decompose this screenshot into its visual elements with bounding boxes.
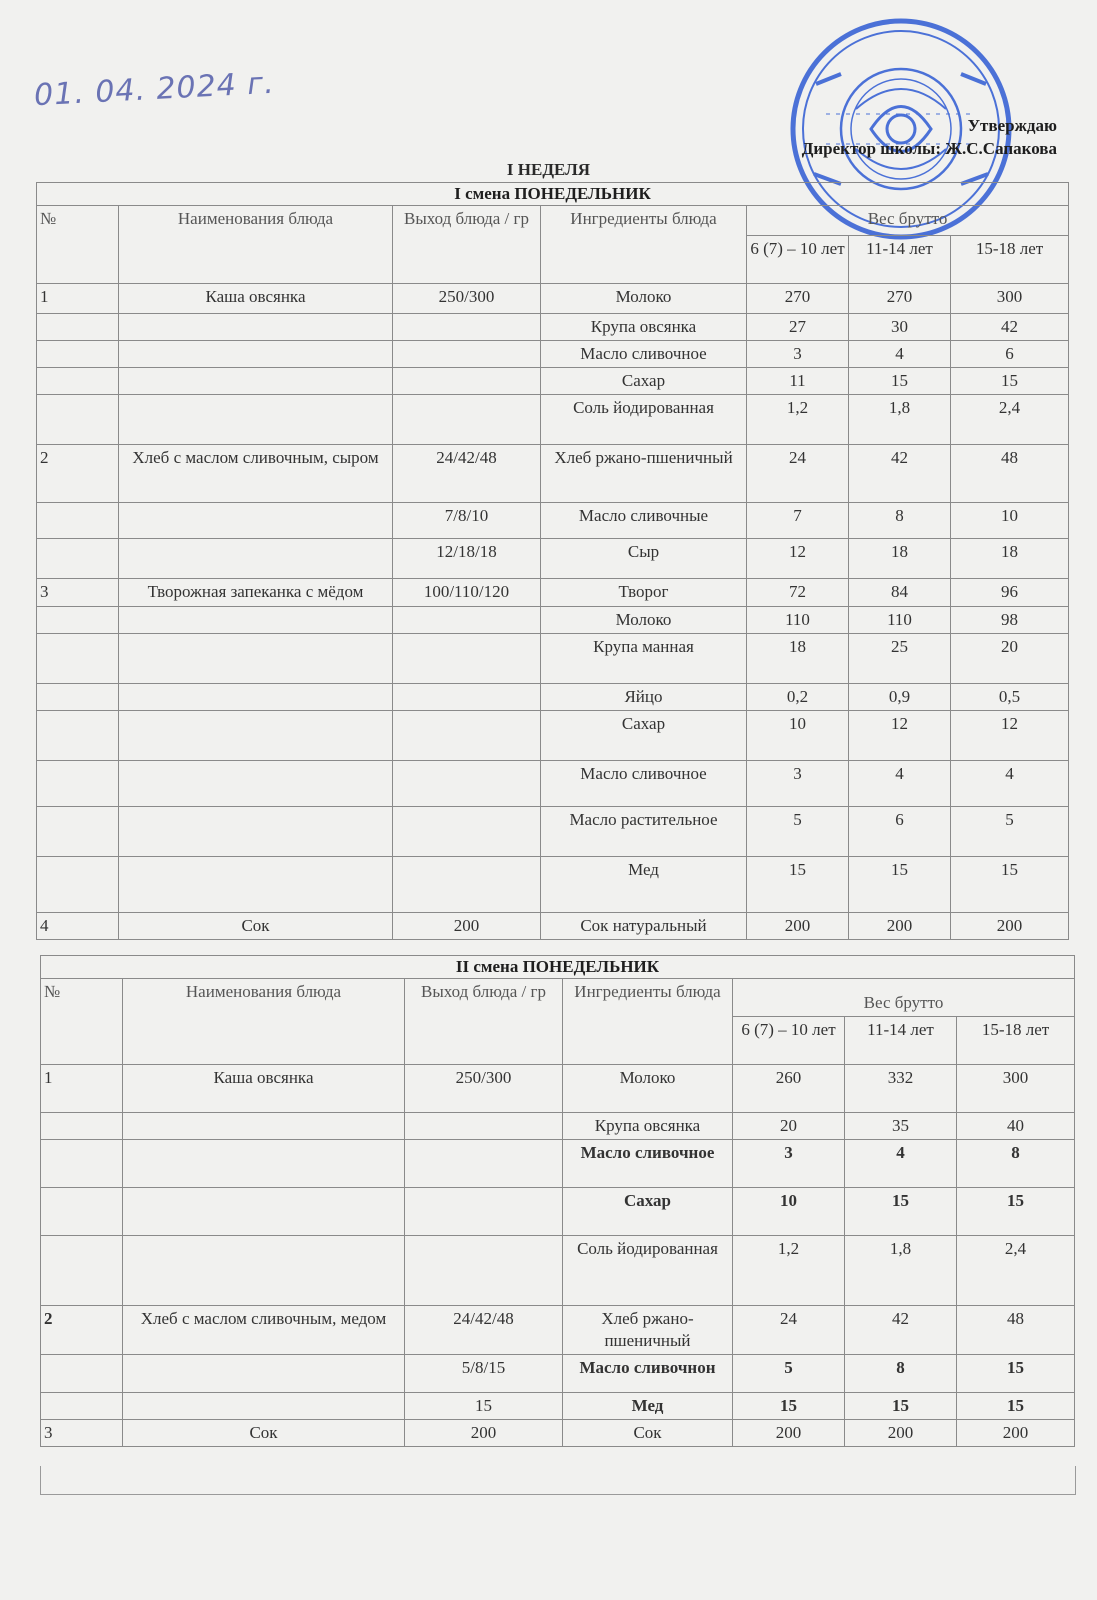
weight-age-2-cell: 84 [849,579,951,607]
ingredient-cell: Сахар [541,711,747,761]
dish-name-cell: Сок [119,913,393,940]
row-num-cell [41,1188,123,1236]
dish-yield-cell: 200 [393,913,541,940]
ingredient-cell: Мед [563,1393,733,1420]
dish-yield-cell: 100/110/120 [393,579,541,607]
dish-name-cell [119,711,393,761]
weight-age-3-cell: 42 [951,314,1069,341]
weight-age-1-cell: 18 [747,634,849,684]
weight-age-2-cell: 4 [845,1140,957,1188]
dish-name-cell: Каша овсянка [119,284,393,314]
dish-yield-cell [393,395,541,445]
ingredient-cell: Сыр [541,539,747,579]
table-row [37,395,1069,445]
approval-signatory: Директор школы: Ж.С.Сапакова [801,139,1057,158]
header-ingredients: Ингредиенты блюда [541,206,747,284]
row-num-cell [37,395,119,445]
ingredient-cell: Сок натуральный [541,913,747,940]
weight-age-3-cell: 15 [951,857,1069,913]
table-row [37,857,1069,913]
dish-yield-cell [393,634,541,684]
header-weight: Вес брутто [747,206,1069,236]
weight-age-1-cell: 0,2 [747,684,849,711]
weight-age-1-cell: 3 [747,341,849,368]
weight-age-2-cell: 1,8 [849,395,951,445]
dish-yield-cell: 15 [405,1393,563,1420]
header-age-3: 15-18 лет [957,1017,1075,1065]
dish-name-cell [123,1393,405,1420]
weight-age-1-cell: 3 [733,1140,845,1188]
dish-yield-cell [393,761,541,807]
ingredient-cell: Масло сливочное [541,761,747,807]
weight-age-1-cell: 72 [747,579,849,607]
weight-age-3-cell: 96 [951,579,1069,607]
ingredient-cell: Сок [563,1420,733,1447]
weight-age-3-cell: 18 [951,539,1069,579]
dish-name-cell: Сок [123,1420,405,1447]
weight-age-3-cell: 15 [957,1355,1075,1393]
ingredient-cell: Сахар [541,368,747,395]
weight-age-3-cell: 48 [951,445,1069,503]
dish-yield-cell [405,1236,563,1306]
ingredient-cell: Хлеб ржано-пшеничный [563,1306,733,1355]
dish-name-cell [119,341,393,368]
weight-age-2-cell: 42 [845,1306,957,1355]
table-row [37,634,1069,684]
weight-age-3-cell: 15 [957,1393,1075,1420]
table-row [37,314,1069,341]
dish-yield-cell: 24/42/48 [393,445,541,503]
table-row [37,284,1069,314]
header-dish: Наименования блюда [119,206,393,284]
weight-age-1-cell: 5 [733,1355,845,1393]
weight-age-2-cell: 12 [849,711,951,761]
ingredient-cell: Крупа овсянка [563,1113,733,1140]
row-num-cell: 1 [41,1065,123,1113]
weight-age-3-cell: 200 [957,1420,1075,1447]
row-num-cell [37,368,119,395]
shift-title: II смена ПОНЕДЕЛЬНИК [41,956,1075,979]
row-num-cell [37,761,119,807]
dish-name-cell [119,503,393,539]
table-row [37,445,1069,503]
weight-age-2-cell: 200 [849,913,951,940]
weight-age-1-cell: 270 [747,284,849,314]
row-num-cell: 2 [37,445,119,503]
weight-age-2-cell: 25 [849,634,951,684]
dish-yield-cell [405,1188,563,1236]
table-row [37,341,1069,368]
dish-name-cell [123,1236,405,1306]
weight-age-1-cell: 260 [733,1065,845,1113]
weight-age-3-cell: 12 [951,711,1069,761]
table-row [37,711,1069,761]
row-num-cell [37,539,119,579]
weight-age-2-cell: 200 [845,1420,957,1447]
weight-age-2-cell: 270 [849,284,951,314]
weight-age-3-cell: 2,4 [951,395,1069,445]
table-bottom-border [40,1466,1076,1495]
weight-age-2-cell: 15 [849,857,951,913]
weight-age-1-cell: 200 [733,1420,845,1447]
weight-age-3-cell: 5 [951,807,1069,857]
weight-age-2-cell: 15 [845,1188,957,1236]
ingredient-cell: Масло сливочные [541,503,747,539]
ingredient-cell: Хлеб ржано-пшеничный [541,445,747,503]
ingredient-cell: Соль йодированная [563,1236,733,1306]
table-row [37,503,1069,539]
table-row [41,1140,1075,1188]
row-num-cell [37,607,119,634]
dish-yield-cell: 7/8/10 [393,503,541,539]
approval-title: Утверждаю [967,116,1057,135]
weight-age-3-cell: 15 [957,1188,1075,1236]
ingredient-cell: Мед [541,857,747,913]
weight-age-2-cell: 0,9 [849,684,951,711]
ingredient-cell: Творог [541,579,747,607]
weight-age-1-cell: 12 [747,539,849,579]
weight-age-2-cell: 35 [845,1113,957,1140]
weight-age-3-cell: 98 [951,607,1069,634]
dish-name-cell [119,684,393,711]
menu-table-body [37,284,1069,940]
menu-table-shift-2 [40,955,1075,1447]
weight-age-2-cell: 8 [849,503,951,539]
weight-age-1-cell: 200 [747,913,849,940]
dish-name-cell [119,857,393,913]
weight-age-3-cell: 8 [957,1140,1075,1188]
weight-age-3-cell: 200 [951,913,1069,940]
weight-age-3-cell: 40 [957,1113,1075,1140]
ingredient-cell: Сахар [563,1188,733,1236]
table-row [37,807,1069,857]
dish-yield-cell [393,607,541,634]
dish-name-cell [123,1188,405,1236]
row-num-cell [37,684,119,711]
dish-yield-cell [393,314,541,341]
dish-name-cell [119,607,393,634]
dish-name-cell [119,539,393,579]
weight-age-3-cell: 2,4 [957,1236,1075,1306]
approval-block [802,114,1057,160]
ingredient-cell: Масло сливочнон [563,1355,733,1393]
weight-age-1-cell: 20 [733,1113,845,1140]
header-age-2: 11-14 лет [849,236,951,284]
weight-age-2-cell: 6 [849,807,951,857]
dish-name-cell [123,1355,405,1393]
row-num-cell: 4 [37,913,119,940]
header-ingredients: Ингредиенты блюда [563,979,733,1065]
weight-age-3-cell: 20 [951,634,1069,684]
row-num-cell [37,634,119,684]
ingredient-cell: Молоко [563,1065,733,1113]
row-num-cell: 1 [37,284,119,314]
weight-age-2-cell: 18 [849,539,951,579]
table-row [37,761,1069,807]
dish-yield-cell: 24/42/48 [405,1306,563,1355]
header-age-2: 11-14 лет [845,1017,957,1065]
dish-yield-cell [405,1140,563,1188]
weight-age-3-cell: 0,5 [951,684,1069,711]
weight-age-3-cell: 15 [951,368,1069,395]
table-row [41,1113,1075,1140]
table-row [37,368,1069,395]
weight-age-1-cell: 10 [747,711,849,761]
table-row [37,684,1069,711]
dish-yield-cell [393,368,541,395]
table-row [37,607,1069,634]
weight-age-2-cell: 1,8 [845,1236,957,1306]
row-num-cell [41,1355,123,1393]
weight-age-3-cell: 6 [951,341,1069,368]
dish-name-cell: Хлеб с маслом сливочным, сыром [119,445,393,503]
dish-yield-cell: 5/8/15 [405,1355,563,1393]
weight-age-2-cell: 42 [849,445,951,503]
table-row [37,539,1069,579]
table-row [37,579,1069,607]
shift-title: I смена ПОНЕДЕЛЬНИК [37,183,1069,206]
header-num: № [37,206,119,284]
dish-name-cell [123,1140,405,1188]
weight-age-1-cell: 24 [733,1306,845,1355]
dish-name-cell [119,368,393,395]
dish-name-cell: Хлеб с маслом сливочным, медом [123,1306,405,1355]
week-title: I НЕДЕЛЯ [506,160,591,179]
weight-age-3-cell: 4 [951,761,1069,807]
row-num-cell: 2 [41,1306,123,1355]
weight-age-2-cell: 15 [845,1393,957,1420]
dish-yield-cell [393,684,541,711]
header-num: № [41,979,123,1065]
dish-name-cell: Творожная запеканка с мёдом [119,579,393,607]
table-row [41,1236,1075,1306]
weight-age-1-cell: 110 [747,607,849,634]
weight-age-2-cell: 30 [849,314,951,341]
row-num-cell [37,711,119,761]
row-num-cell: 3 [41,1420,123,1447]
ingredient-cell: Масло растительное [541,807,747,857]
weight-age-1-cell: 15 [747,857,849,913]
header-dish: Наименования блюда [123,979,405,1065]
row-num-cell [37,857,119,913]
header-age-3: 15-18 лет [951,236,1069,284]
menu-table-body [41,1065,1075,1447]
dish-yield-cell [393,711,541,761]
weight-age-1-cell: 7 [747,503,849,539]
weight-age-2-cell: 4 [849,761,951,807]
header-age-1: 6 (7) – 10 лет [747,236,849,284]
weight-age-1-cell: 1,2 [733,1236,845,1306]
row-num-cell [37,807,119,857]
row-num-cell [37,341,119,368]
ingredient-cell: Масло сливочное [563,1140,733,1188]
weight-age-3-cell: 300 [951,284,1069,314]
table-row [41,1065,1075,1113]
table-row [41,1306,1075,1355]
dish-name-cell [119,634,393,684]
dish-yield-cell [405,1113,563,1140]
row-num-cell: 3 [37,579,119,607]
dish-yield-cell: 250/300 [405,1065,563,1113]
row-num-cell [41,1140,123,1188]
ingredient-cell: Масло сливочное [541,341,747,368]
row-num-cell [41,1393,123,1420]
dish-name-cell [119,314,393,341]
ingredient-cell: Яйцо [541,684,747,711]
weight-age-1-cell: 11 [747,368,849,395]
dish-yield-cell [393,857,541,913]
weight-age-1-cell: 15 [733,1393,845,1420]
weight-age-3-cell: 10 [951,503,1069,539]
header-weight: Вес брутто [733,979,1075,1017]
dish-yield-cell: 250/300 [393,284,541,314]
row-num-cell [41,1113,123,1140]
weight-age-1-cell: 24 [747,445,849,503]
table-row [41,1420,1075,1447]
header-yield: Выход блюда / гр [393,206,541,284]
weight-age-1-cell: 3 [747,761,849,807]
weight-age-1-cell: 1,2 [747,395,849,445]
header-yield: Выход блюда / гр [405,979,563,1065]
ingredient-cell: Молоко [541,284,747,314]
dish-name-cell [123,1113,405,1140]
weight-age-2-cell: 4 [849,341,951,368]
table-row [41,1188,1075,1236]
row-num-cell [37,503,119,539]
table-row [41,1393,1075,1420]
weight-age-1-cell: 5 [747,807,849,857]
dish-name-cell [119,395,393,445]
dish-yield-cell [393,807,541,857]
table-row [41,1355,1075,1393]
ingredient-cell: Молоко [541,607,747,634]
ingredient-cell: Крупа манная [541,634,747,684]
weight-age-2-cell: 332 [845,1065,957,1113]
dish-name-cell [119,807,393,857]
weight-age-3-cell: 300 [957,1065,1075,1113]
ingredient-cell: Крупа овсянка [541,314,747,341]
row-num-cell [37,314,119,341]
weight-age-2-cell: 110 [849,607,951,634]
weight-age-1-cell: 27 [747,314,849,341]
dish-yield-cell: 200 [405,1420,563,1447]
dish-yield-cell [393,341,541,368]
weight-age-2-cell: 15 [849,368,951,395]
table-row [37,913,1069,940]
menu-table-shift-1 [36,182,1069,940]
weight-age-3-cell: 48 [957,1306,1075,1355]
header-age-1: 6 (7) – 10 лет [733,1017,845,1065]
weight-age-2-cell: 8 [845,1355,957,1393]
dish-name-cell: Каша овсянка [123,1065,405,1113]
dish-yield-cell: 12/18/18 [393,539,541,579]
handwritten-date: 01. 04. 2024 г. [33,65,276,114]
ingredient-cell: Соль йодированная [541,395,747,445]
row-num-cell [41,1236,123,1306]
weight-age-1-cell: 10 [733,1188,845,1236]
dish-name-cell [119,761,393,807]
